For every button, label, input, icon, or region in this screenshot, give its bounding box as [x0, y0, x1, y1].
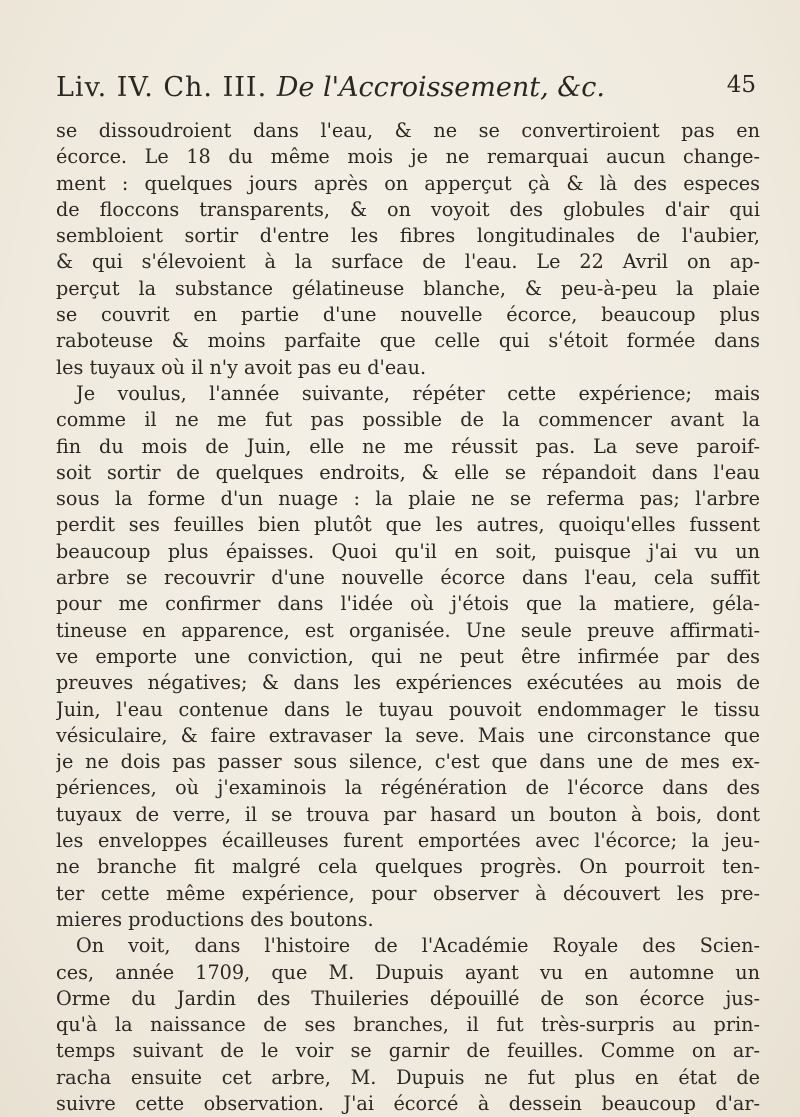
text-line: temps suivant de le voir se garnir de feuilles. Comme on ar- [56, 1039, 760, 1063]
text-line: suivre cette observation. J'ai écorcé à dessein beaucoup d'ar- [56, 1091, 760, 1115]
text-line: ne branche fit malgré cela quelques progrès. On pourroit ten- [56, 855, 760, 879]
text-line: tineuse en apparence, est organisée. Une seule preuve affirmati- [56, 618, 760, 642]
text-line: les enveloppes écailleuses furent emportées avec l'écorce; la jeu- [56, 829, 760, 853]
text-line: & qui s'élevoient à la surface de l'eau. Le 22 Avril on ap- [56, 250, 760, 274]
text-line: comme il ne me fut pas possible de la commencer avant la [56, 408, 760, 432]
text-line: sembloient sortir d'entre les fibres longitudinales de l'aubier, [56, 224, 760, 248]
text-line: qu'à la naissance de ses branches, il fut très-surpris au prin- [56, 1013, 760, 1037]
text-line: Orme du Jardin des Thuileries dépouillé de son écorce jus- [56, 986, 760, 1010]
text-line: On voit, dans l'histoire de l'Académie Royale des Scien- [76, 934, 760, 958]
text-line: ces, année 1709, que M. Dupuis ayant vu en automne un [56, 960, 760, 984]
text-line: se couvrit en partie d'une nouvelle écorce, beaucoup plus [56, 303, 760, 327]
text-line: ter cette même expérience, pour observer à découvert les pre- [56, 881, 760, 905]
body-text [56, 118, 760, 1117]
text-line: perçut la substance gélatineuse blanche, & peu-à-peu la plaie [56, 276, 760, 300]
text-line: perdit ses feuilles bien plutôt que les autres, quoiqu'elles fussent [56, 513, 760, 537]
text-line: périences, où j'examinois la régénération de l'écorce dans des [56, 776, 760, 800]
text-line: écorce. Le 18 du même mois je ne remarquai aucun change- [56, 145, 760, 169]
text-line: fin du mois de Juin, elle ne me réussit pas. La seve paroif- [56, 434, 760, 458]
text-line: mieres productions des boutons. [56, 907, 374, 931]
text-line: sous la forme d'un nuage : la plaie ne se referma pas; l'arbre [56, 487, 760, 511]
page-number: 45 [726, 72, 756, 98]
text-line: preuves négatives; & dans les expériences exécutées au mois de [56, 671, 760, 695]
text-line: pour me confirmer dans l'idée où j'étois que la matiere, géla- [56, 592, 760, 616]
text-line: ment : quelques jours après on apperçut çà & là des especes [56, 171, 760, 195]
text-line: arbre se recouvrir d'une nouvelle écorce dans l'eau, cela suffit [56, 566, 760, 590]
text-line: les tuyaux où il n'y avoit pas eu d'eau. [56, 355, 427, 379]
text-line: Je voulus, l'année suivante, répéter cette expérience; mais [76, 381, 760, 405]
page-header [56, 72, 756, 112]
text-line: tuyaux de verre, il se trouva par hasard un bouton à bois, dont [56, 802, 760, 826]
running-head-title: De l'Accroissement, &c. [276, 72, 605, 103]
running-head-chapter: Liv. IV. Ch. III. [56, 72, 268, 103]
text-line: de floccons transparents, & on voyoit des globules d'air qui [56, 197, 760, 221]
text-line: soit sortir de quelques endroits, & elle se répandoit dans l'eau [56, 460, 760, 484]
text-line: beaucoup plus épaisses. Quoi qu'il en soit, puisque j'ai vu un [56, 539, 760, 563]
text-line: raboteuse & moins parfaite que celle qui s'étoit formée dans [56, 329, 760, 353]
text-line: Juin, l'eau contenue dans le tuyau pouvoit endommager le tissu [56, 697, 760, 721]
text-line: se dissoudroient dans l'eau, & ne se convertiroient pas en [56, 119, 760, 142]
text-line: vésiculaire, & faire extravaser la seve. Mais une circonstance que [56, 723, 760, 747]
running-head [56, 72, 605, 103]
text-line: racha ensuite cet arbre, M. Dupuis ne fut plus en état de [56, 1065, 760, 1089]
text-line: ve emporte une conviction, qui ne peut être infirmée par des [56, 644, 760, 668]
text-line: je ne dois pas passer sous silence, c'est que dans une de mes ex- [56, 750, 760, 774]
